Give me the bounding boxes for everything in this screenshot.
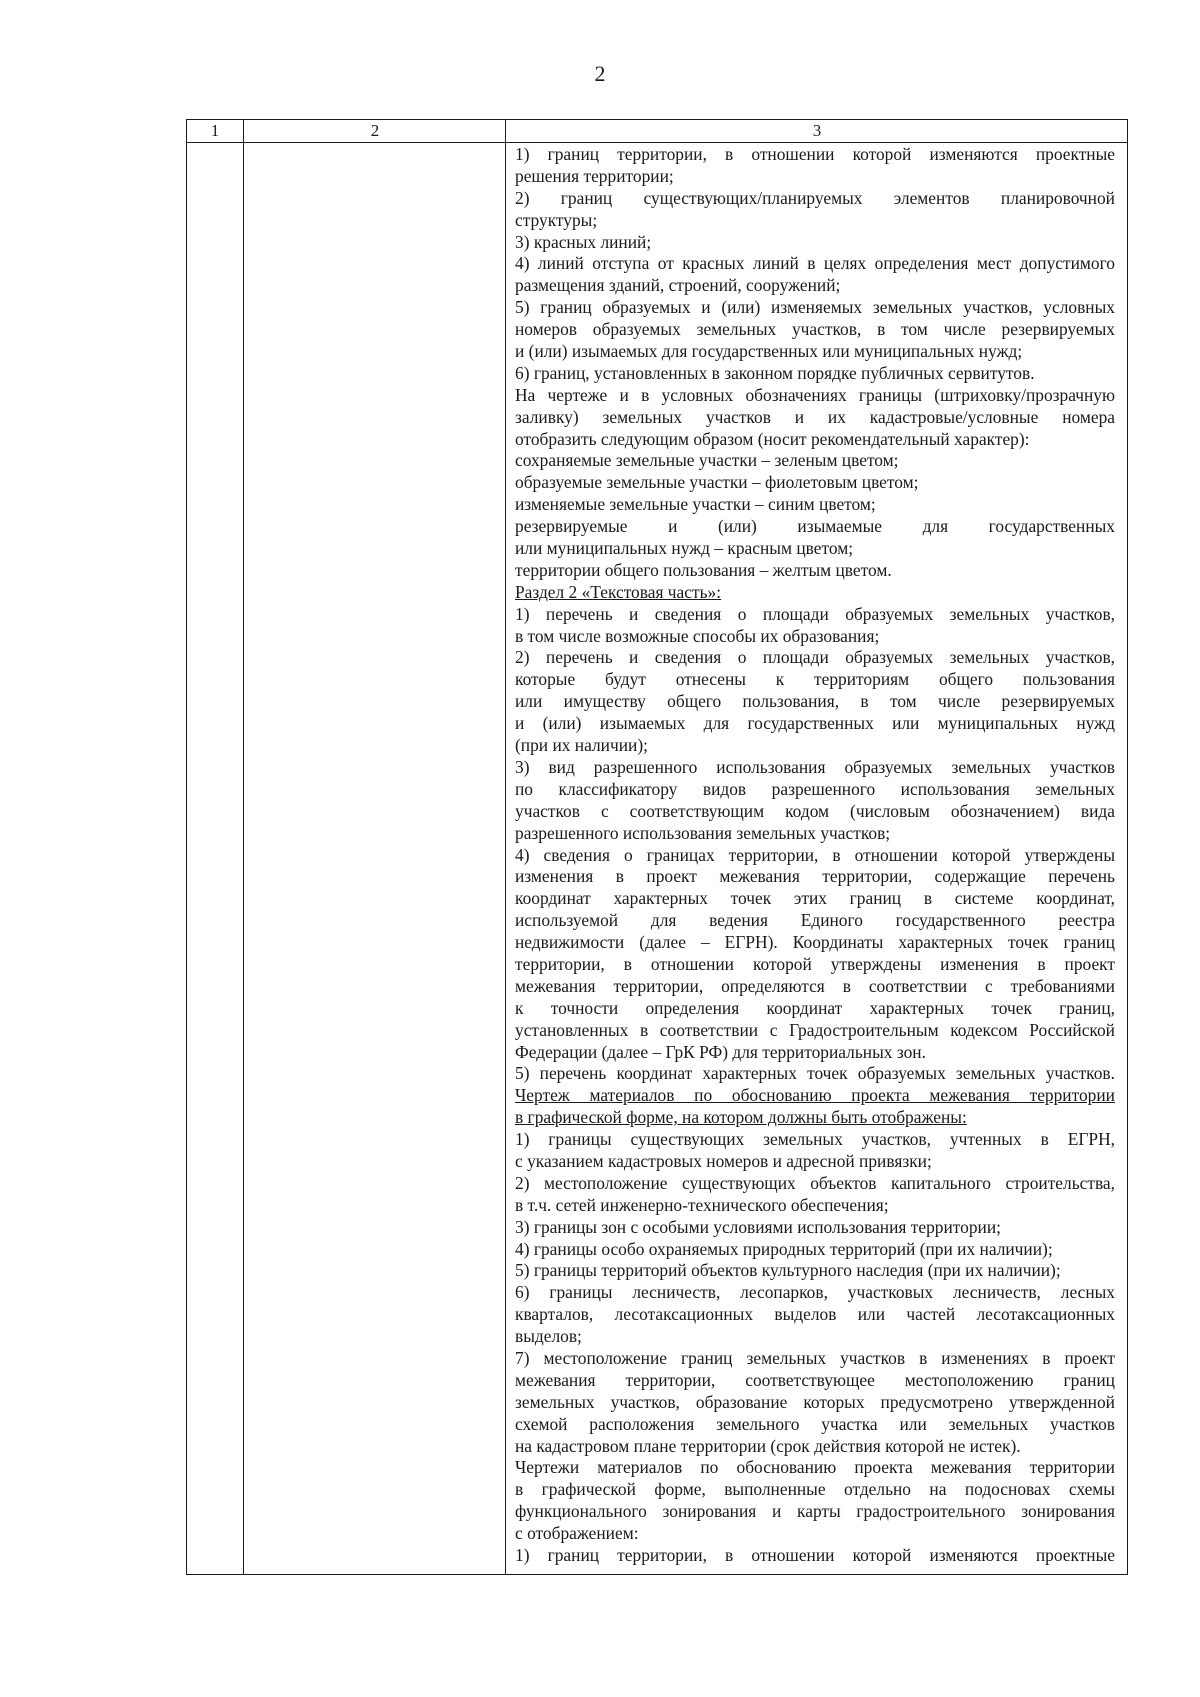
text-line: сохраняемые земельные участки – зеленым цветом; xyxy=(515,450,899,471)
column-header-2: 2 xyxy=(370,121,380,140)
column-header-3: 3 xyxy=(812,121,822,140)
text-line: 3) вид разрешенного использования образуемых земельных участков xyxy=(515,756,1115,777)
text-line: которые будут отнесены к территориям общего пользования xyxy=(515,669,1115,690)
text-line: в графической форме, на котором должны быть отображены: xyxy=(515,1107,967,1128)
text-line: используемой для ведения Единого государственного реестра xyxy=(515,910,1115,931)
text-line: заливку) земельных участков и их кадастровые/условные номера xyxy=(515,406,1115,427)
text-line: (при их наличии); xyxy=(515,735,648,756)
text-line: на кадастровом плане территории (срок действия которой не истек). xyxy=(515,1435,1021,1456)
text-line: или имуществу общего пользования, в том числе резервируемых xyxy=(515,691,1115,712)
text-line: в т.ч. сетей инженерно-технического обеспечения; xyxy=(515,1194,889,1215)
text-line: территории общего пользования – желтым цветом. xyxy=(515,559,892,580)
text-line: изменения в проект межевания территории, содержащие перечень xyxy=(515,866,1115,887)
text-line: с отображением: xyxy=(515,1523,639,1544)
text-line: 4) сведения о границах территории, в отношении которой утверждены xyxy=(515,844,1115,865)
text-line: межевания территории, определяются в соответствии с требованиями xyxy=(515,975,1115,996)
text-line: структуры; xyxy=(515,209,598,230)
text-line: Чертеж материалов по обоснованию проекта межевания территории xyxy=(515,1085,1115,1106)
text-line: координат характерных точек этих границ в системе координат, xyxy=(515,888,1115,909)
text-line: 1) границы существующих земельных участков, учтенных в ЕГРН, xyxy=(515,1129,1115,1150)
text-line: 1) границ территории, в отношении которой изменяются проектные xyxy=(515,1545,1115,1565)
text-line: 3) красных линий; xyxy=(515,231,652,252)
text-line: номеров образуемых земельных участков, в том числе резервируемых xyxy=(515,319,1115,340)
text-line: 6) границ, установленных в законном порядке публичных сервитутов. xyxy=(515,362,1035,383)
text-line: Федерации (далее – ГрК РФ) для территориальных зон. xyxy=(515,1041,926,1062)
text-line: решения территории; xyxy=(515,165,674,186)
text-line: 3) границы зон с особыми условиями использования территории; xyxy=(515,1216,1001,1237)
text-line: разрешенного использования земельных участков; xyxy=(515,822,891,843)
requirements-table xyxy=(186,119,1128,1575)
text-line: 4) линий отступа от красных линий в целях определения мест допустимого xyxy=(515,253,1115,274)
text-line: На чертеже и в условных обозначениях границы (штриховку/прозрачную xyxy=(515,384,1115,405)
text-line: территории, в отношении которой утверждены изменения в проект xyxy=(515,953,1115,974)
text-line: схемой расположения земельного участка или земельных участков xyxy=(515,1413,1115,1434)
text-line: в том числе возможные способы их образования; xyxy=(515,625,880,646)
text-line: выделов; xyxy=(515,1326,582,1347)
text-line: недвижимости (далее – ЕГРН). Координаты характерных точек границ xyxy=(515,932,1115,953)
text-line: 7) местоположение границ земельных участков в изменениях в проект xyxy=(515,1347,1115,1368)
text-line: 1) границ территории, в отношении которой изменяются проектные xyxy=(515,144,1115,164)
text-line: с указанием кадастровых номеров и адресной привязки; xyxy=(515,1150,932,1171)
column-3-text xyxy=(515,144,1115,1574)
text-line: 2) местоположение существующих объектов капитального строительства, xyxy=(515,1172,1115,1193)
text-line: межевания территории, соответствующее местоположению границ xyxy=(515,1369,1115,1390)
text-line: 4) границы особо охраняемых природных территорий (при их наличии); xyxy=(515,1238,1053,1259)
text-line: 5) границы территорий объектов культурного наследия (при их наличии); xyxy=(515,1260,1061,1281)
text-line: в графической форме, выполненные отдельно на подосновах схемы xyxy=(515,1479,1115,1500)
text-line: резервируемые и (или) изымаемые для государственных xyxy=(515,516,1115,537)
column-divider-2 xyxy=(505,120,506,1574)
text-line: и (или) изымаемых для государственных или муниципальных нужд; xyxy=(515,341,1023,362)
column-header-1: 1 xyxy=(210,121,220,140)
text-line: установленных в соответствии с Градостроительным кодексом Российской xyxy=(515,1019,1115,1040)
text-line: 6) границы лесничеств, лесопарков, участковых лесничеств, лесных xyxy=(515,1282,1115,1303)
text-line: участков с соответствующим кодом (числовым обозначением) вида xyxy=(515,800,1115,821)
text-line: кварталов, лесотаксационных выделов или частей лесотаксационных xyxy=(515,1304,1115,1325)
text-line: отобразить следующим образом (носит рекомендательный характер): xyxy=(515,428,1030,449)
text-line: изменяемые земельные участки – синим цветом; xyxy=(515,494,876,515)
text-line: размещения зданий, строений, сооружений; xyxy=(515,275,841,296)
text-line: и (или) изымаемых для государственных или муниципальных нужд xyxy=(515,713,1115,734)
text-line: Раздел 2 «Текстовая часть»: xyxy=(515,581,722,602)
text-line: функционального зонирования и карты градостроительного зонирования xyxy=(515,1501,1115,1522)
text-line: 5) границ образуемых и (или) изменяемых земельных участков, условных xyxy=(515,297,1115,318)
text-line: 1) перечень и сведения о площади образуемых земельных участков, xyxy=(515,603,1115,624)
text-line: 5) перечень координат характерных точек образуемых земельных участков. xyxy=(515,1063,1115,1084)
text-line: Чертежи материалов по обоснованию проекта межевания территории xyxy=(515,1457,1115,1478)
text-line: 2) перечень и сведения о площади образуемых земельных участков, xyxy=(515,647,1115,668)
text-line: или муниципальных нужд – красным цветом; xyxy=(515,538,854,559)
table-header-row xyxy=(187,120,1127,143)
text-line: образуемые земельные участки – фиолетовым цветом; xyxy=(515,472,919,493)
page-number: 2 xyxy=(594,61,606,86)
column-divider-1 xyxy=(243,120,244,1574)
text-line: к точности определения координат характерных точек границ, xyxy=(515,997,1115,1018)
text-line: 2) границ существующих/планируемых элементов планировочной xyxy=(515,187,1115,208)
text-line: земельных участков, образование которых предусмотрено утвержденной xyxy=(515,1391,1115,1412)
text-line: по классификатору видов разрешенного использования земельных xyxy=(515,778,1115,799)
